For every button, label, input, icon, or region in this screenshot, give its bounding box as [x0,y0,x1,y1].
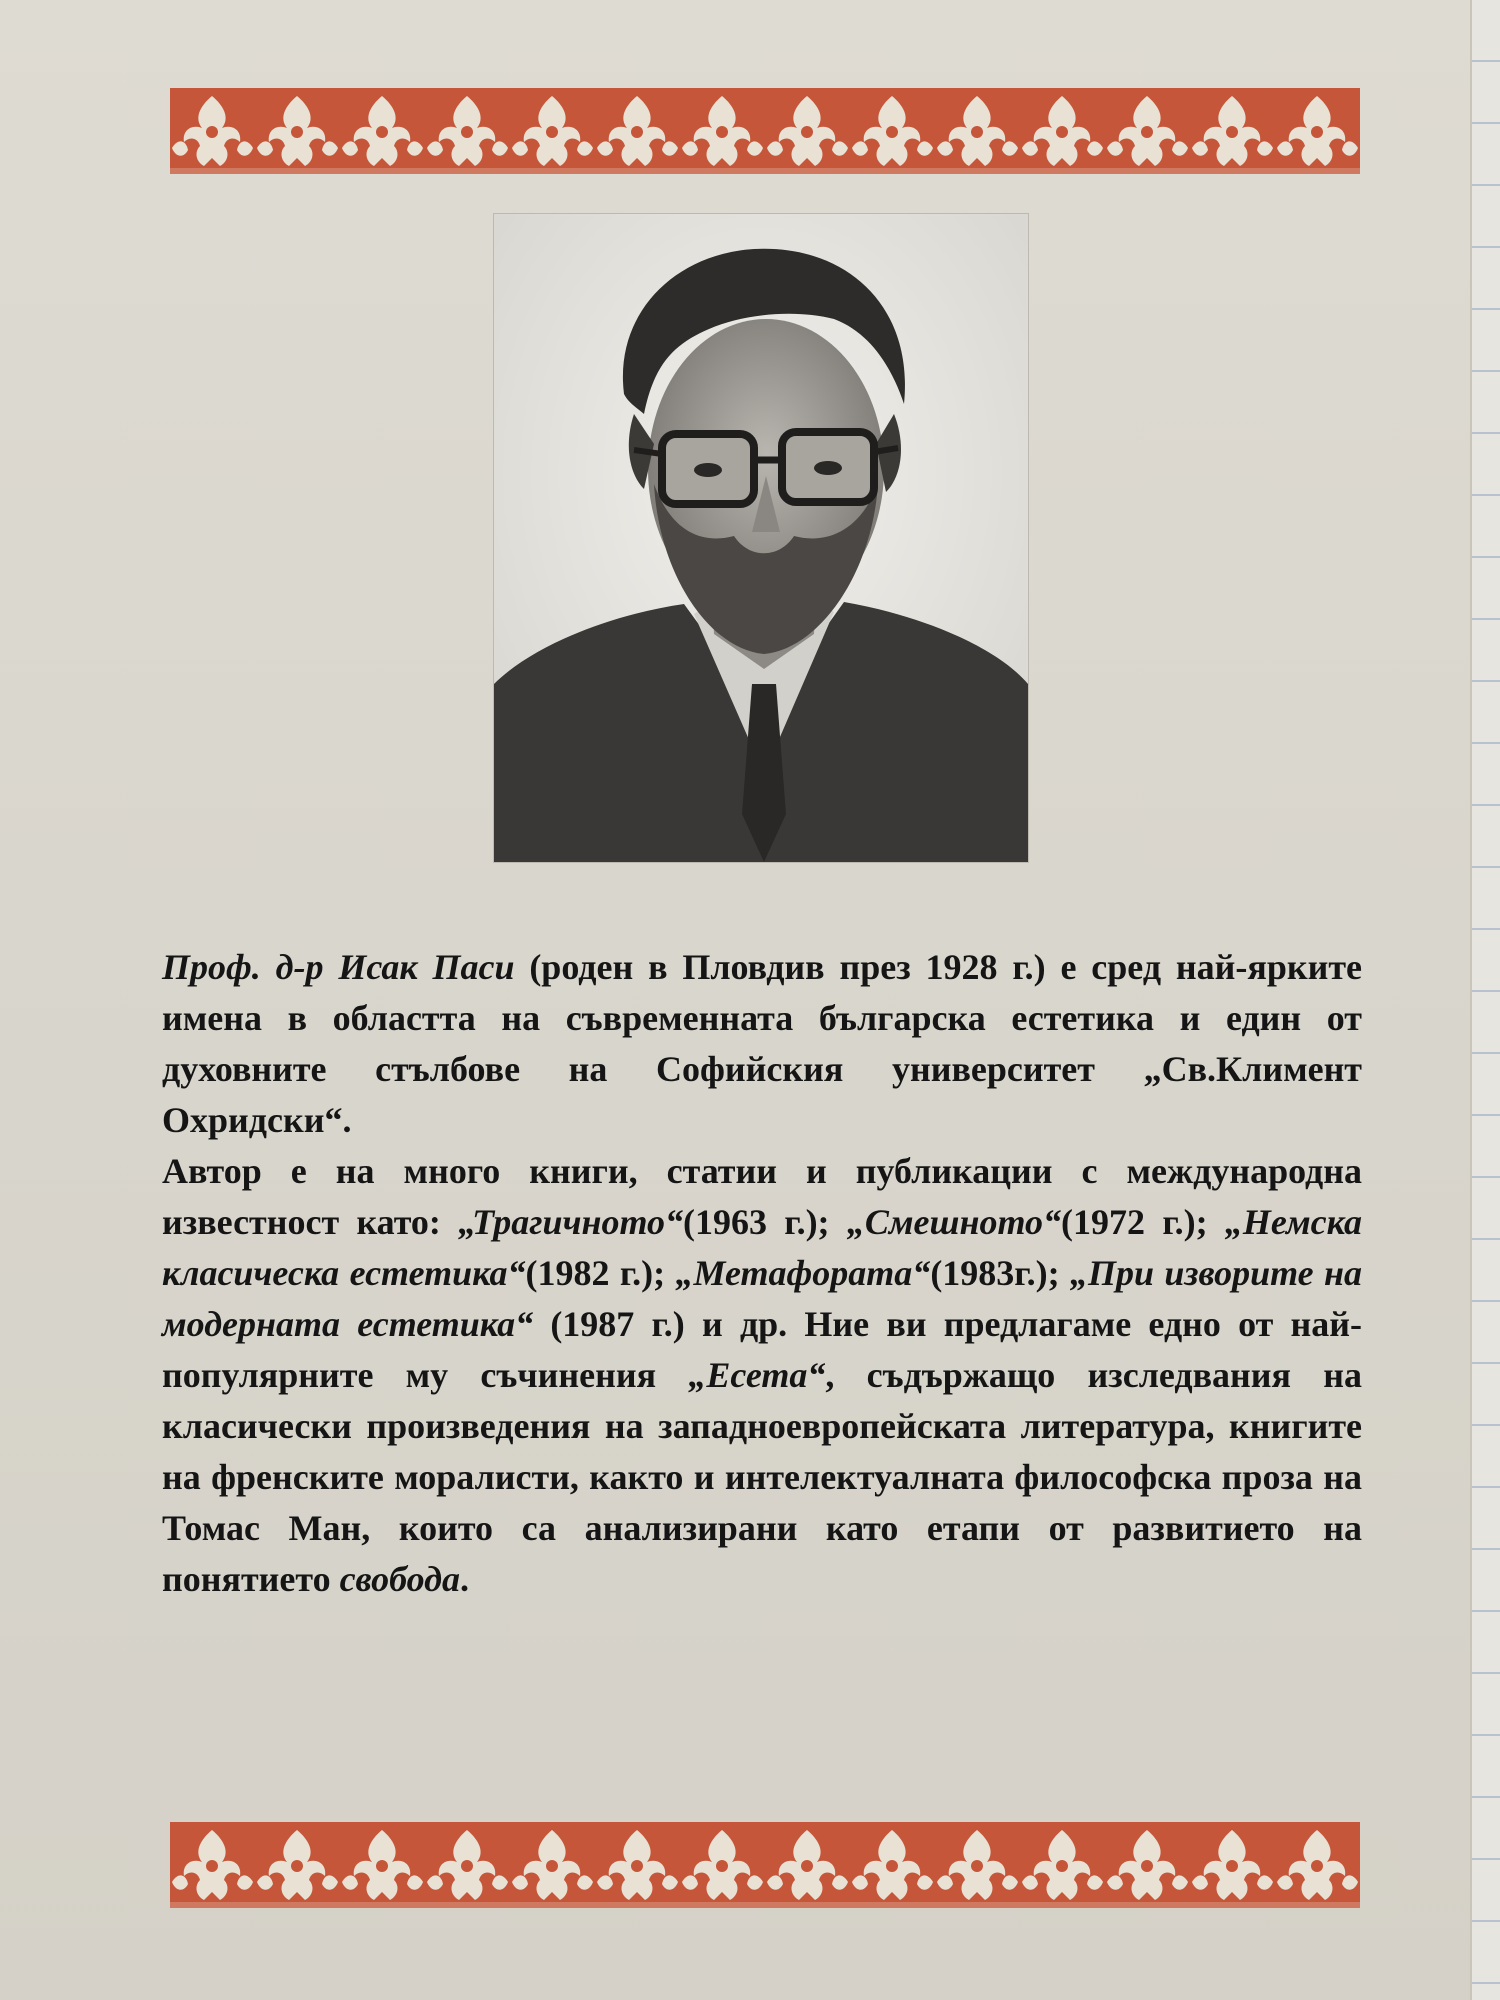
biography-paragraph-1 [162,942,1362,1146]
p1-run: Проф. д-р Исак Паси [162,947,515,987]
biography-paragraph-2 [162,1146,1362,1605]
p2-run: „Есета“ [688,1355,826,1395]
p2-run: „Немска класическа естетика“ [162,1202,1362,1293]
p2-run: Автор е на много книги, статии и публикации с международна известност като: [162,1151,1362,1242]
author-biography [162,942,1362,1605]
p2-run: . [460,1559,470,1599]
p2-run: „При изворите на модерната естетика“ [162,1253,1362,1344]
portrait-image [494,214,1028,862]
ornament-pattern [170,88,1360,174]
p2-run: „Смешното“ [846,1202,1062,1242]
p2-run: „Метафората“ [675,1253,931,1293]
top-ornament-icon [170,88,1360,174]
p2-run: свобода [339,1559,461,1599]
p1-run: (роден в Пловдив през 1928 г.) е сред най-ярките имена в областта на съвременната българска естетика и един от духовните стълбове на Софийския университет „Св.Климент Охридски“. [162,947,1362,1140]
p2-run: (1987 г.) и др. Ние ви предлагаме едно от най-популярните му съчинения [162,1304,1362,1395]
notebook-edge [1470,0,1500,2000]
p2-run: (1972 г.); [1061,1202,1225,1242]
ornament-pattern [170,1822,1360,1908]
author-portrait [494,214,1028,862]
p2-run: (1982 г.); [525,1253,676,1293]
bottom-ornament-icon [170,1822,1360,1908]
p2-run: , съдържащо изследвания на класически произведения на западноевропейската литература, книгите на френските моралисти, както и интелектуалната философска проза на Томас Ман, които са анализирани като етапи от развитието на понятието [162,1355,1362,1599]
p2-run: „Трагичното“ [458,1202,683,1242]
p2-run: (1983г.); [930,1253,1070,1293]
p2-run: (1963 г.); [682,1202,847,1242]
